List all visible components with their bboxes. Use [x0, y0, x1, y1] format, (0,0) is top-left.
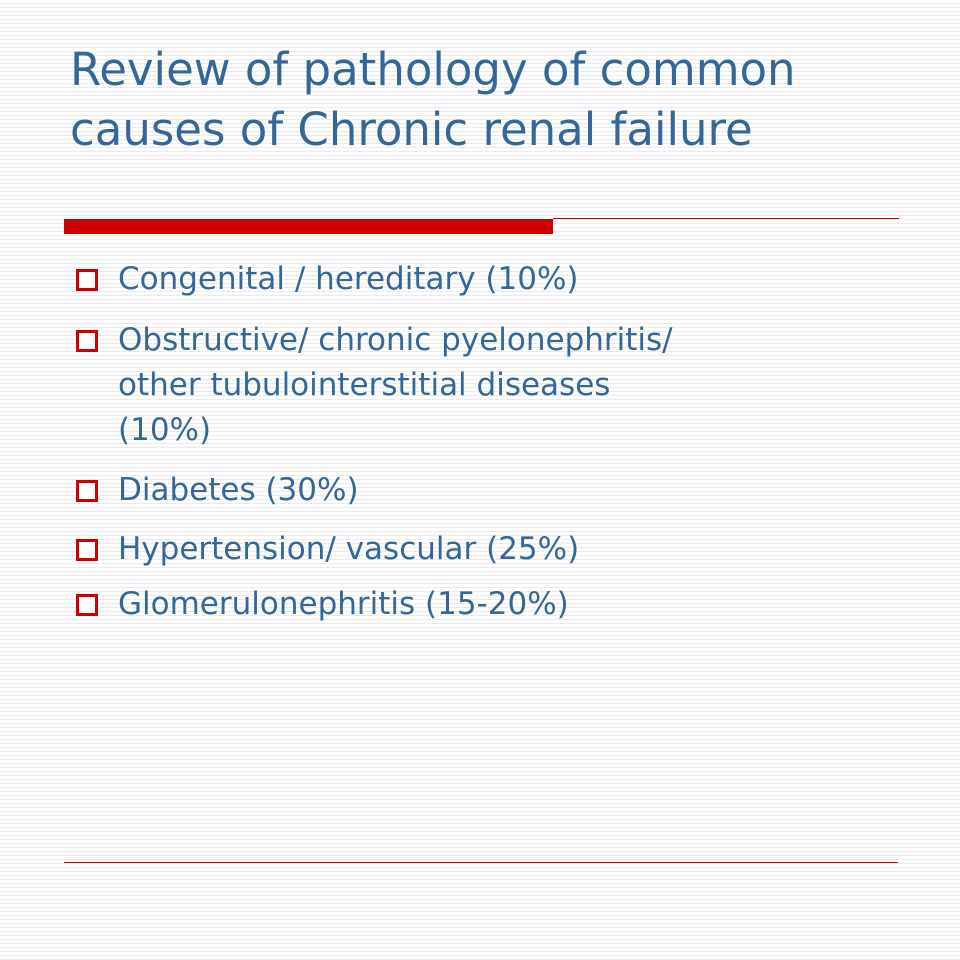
hollow-square-icon: [76, 480, 98, 502]
bullet-text: Diabetes (30%): [118, 472, 359, 508]
hollow-square-icon: [76, 594, 98, 616]
hollow-square-icon: [76, 330, 98, 352]
bullet-text: Congenital / hereditary (10%): [118, 261, 579, 297]
footer-divider: [64, 862, 898, 863]
hollow-square-icon: [76, 539, 98, 561]
slide-title: Review of pathology of common causes of Chronic renal failure: [70, 43, 796, 156]
bullet-text: Obstructive/ chronic pyelonephritis/ other tubulointerstitial diseases (10%): [118, 322, 673, 448]
bullet-text: Hypertension/ vascular (25%): [118, 531, 580, 567]
bullet-text: Glomerulonephritis (15-20%): [118, 586, 569, 622]
hollow-square-icon: [76, 269, 98, 291]
